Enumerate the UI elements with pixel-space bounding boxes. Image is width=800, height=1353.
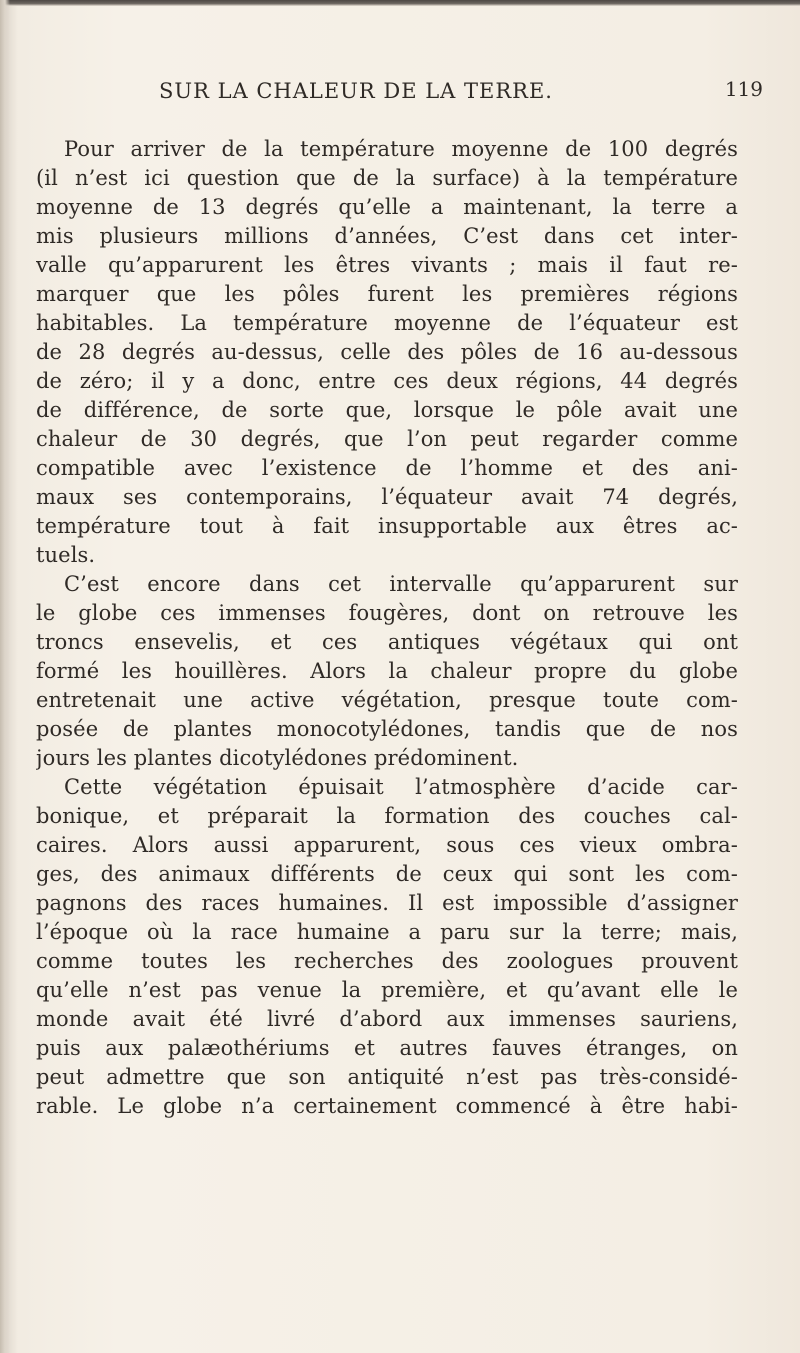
page-number: 119 — [724, 77, 763, 101]
text-line: valle qu’apparurent les êtres vivants ; mais il faut re- — [36, 253, 738, 277]
text-line: l’époque où la race humaine a paru sur la terre; mais, — [36, 920, 738, 944]
body-text — [36, 135, 738, 1121]
page-binding-shadow — [0, 0, 10, 1353]
text-line: chaleur de 30 degrés, que l’on peut regarder comme — [36, 427, 738, 451]
text-line: de différence, de sorte que, lorsque le pôle avait une — [36, 398, 738, 422]
text-line: compatible avec l’existence de l’homme et des ani- — [36, 456, 738, 480]
text-line: (il n’est ici question que de la surface) à la température — [36, 166, 738, 190]
text-line: entretenait une active végétation, presque toute com- — [36, 688, 738, 712]
text-line: tuels. — [36, 543, 96, 567]
text-line: monde avait été livré d’abord aux immenses sauriens, — [36, 1007, 738, 1031]
text-line: puis aux palæothériums et autres fauves étranges, on — [36, 1036, 738, 1060]
text-line: comme toutes les recherches des zoologues prouvent — [36, 949, 738, 973]
text-line: caires. Alors aussi apparurent, sous ces vieux ombra- — [36, 833, 738, 857]
text-line: pagnons des races humaines. Il est impossible d’assigner — [36, 891, 738, 915]
text-line: de 28 degrés au-dessus, celle des pôles de 16 au-dessous — [36, 340, 738, 364]
text-line: peut admettre que son antiquité n’est pas très-considé- — [36, 1065, 738, 1089]
text-line: température tout à fait insupportable aux êtres ac- — [36, 514, 738, 538]
text-line: habitables. La température moyenne de l’équateur est — [36, 311, 738, 335]
text-line: de zéro; il y a donc, entre ces deux régions, 44 degrés — [36, 369, 738, 393]
text-line: posée de plantes monocotylédones, tandis que de nos — [36, 717, 738, 741]
text-line: formé les houillères. Alors la chaleur propre du globe — [36, 659, 738, 683]
text-line: Cette végétation épuisait l’atmosphère d’acide car- — [64, 775, 738, 799]
text-line: jours les plantes dicotylédones prédominent. — [36, 746, 519, 770]
text-line: Pour arriver de la température moyenne de 100 degrés — [64, 137, 738, 161]
text-line: C’est encore dans cet intervalle qu’apparurent sur — [64, 572, 738, 596]
text-line: ges, des animaux différents de ceux qui sont les com- — [36, 862, 738, 886]
text-line: qu’elle n’est pas venue la première, et qu’avant elle le — [36, 978, 738, 1002]
running-title: SUR LA CHALEUR DE LA TERRE. — [159, 79, 553, 103]
text-line: bonique, et préparait la formation des couches cal- — [36, 804, 738, 828]
text-line: moyenne de 13 degrés qu’elle a maintenant, la terre a — [36, 195, 738, 219]
text-line: maux ses contemporains, l’équateur avait 74 degrés, — [36, 485, 738, 509]
page-header — [36, 79, 766, 109]
text-line: troncs ensevelis, et ces antiques végétaux qui ont — [36, 630, 738, 654]
text-line: mis plusieurs millions d’années, C’est dans cet inter- — [36, 224, 738, 248]
page-top-edge — [0, 0, 800, 6]
text-line: rable. Le globe n’a certainement commencé à être habi- — [36, 1094, 738, 1118]
text-line: le globe ces immenses fougères, dont on retrouve les — [36, 601, 738, 625]
text-line: marquer que les pôles furent les premières régions — [36, 282, 738, 306]
